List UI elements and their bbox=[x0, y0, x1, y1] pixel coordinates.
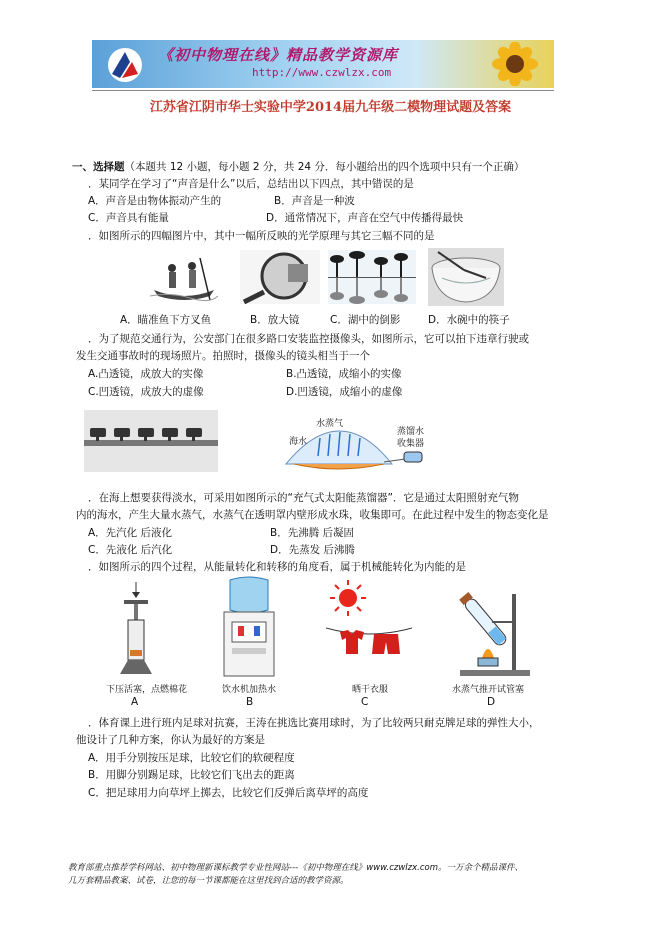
q5-stem: ．如图所示的四个过程，从能量转化和转移的角度看，属于机械能转化为内能的是 bbox=[88, 561, 466, 573]
lake-reflection-image bbox=[328, 250, 416, 304]
header-banner bbox=[92, 40, 554, 88]
still-label-steam: 水蒸气 bbox=[316, 419, 344, 429]
chopstick-bowl-image bbox=[428, 248, 504, 306]
q6-stem-line2: 他设计了几种方案，你认为最好的方案是 bbox=[76, 734, 265, 746]
page-title: 江苏省江阴市华士实验中学2014届九年级二模物理试题及答案 bbox=[149, 100, 512, 115]
banner-title: 《初中物理在线》精品教学资源库 bbox=[158, 46, 399, 64]
q5-caption-b: 饮水机加热水 bbox=[222, 685, 277, 695]
q3-option-a: A.凸透镜，成放大的实像 bbox=[88, 368, 204, 380]
q4-option-c: C．先液化 后汽化 bbox=[88, 544, 173, 556]
magnifier-image bbox=[240, 250, 320, 304]
footer-line-2: 几万套精品教案、试卷，让您的每一节课都能在这里找到合适的教学资源。 bbox=[68, 876, 349, 886]
q2-option-b: B．放大镜 bbox=[250, 314, 300, 326]
q3-option-c: C.凹透镜，成放大的虚像 bbox=[88, 386, 204, 398]
q4-option-a: A．先汽化 后液化 bbox=[88, 527, 173, 539]
q3-stem-line2: 发生交通事故时的现场照片。拍照时，摄像头的镜头相当于一个 bbox=[76, 350, 370, 362]
q2-option-c: C．湖中的倒影 bbox=[330, 314, 401, 326]
q3-option-b: B.凸透镜，成缩小的实像 bbox=[286, 368, 402, 380]
q4-stem-line2: 内的海水，产生大量水蒸气，水蒸气在透明罩内壁形成水珠，收集即可。在此过程中发生的物态变化是 bbox=[76, 509, 549, 521]
drying-clothes-image bbox=[326, 578, 412, 674]
section-label: 一、选择题 bbox=[72, 161, 125, 173]
still-label-collect-1: 蒸馏水 bbox=[397, 427, 425, 437]
fire-piston-image bbox=[114, 582, 158, 678]
q6-option-c: C．把足球用力向草坪上掷去，比较它们反弹后离草坪的高度 bbox=[88, 787, 369, 799]
header-rule bbox=[92, 90, 554, 91]
q1-option-a: A．声音是由物体振动产生的 bbox=[88, 195, 222, 207]
q4-stem-line1: ．在海上想要获得淡水，可采用如图所示的“充气式太阳能蒸馏器”．它是通过太阳照射充气物 bbox=[88, 492, 519, 504]
q6-option-b: B．用脚分别踢足球，比较它们飞出去的距离 bbox=[88, 769, 295, 781]
q1-option-b: B．声音是一种波 bbox=[274, 195, 355, 207]
q6-option-a: A．用手分别按压足球，比较它们的软硬程度 bbox=[88, 752, 295, 764]
spearfishing-image bbox=[150, 252, 218, 304]
q5-label-d: D bbox=[487, 696, 496, 708]
q5-label-b: B bbox=[246, 696, 254, 708]
q1-option-c: C．声音具有能量 bbox=[88, 212, 169, 224]
q4-option-d: D．先蒸发 后沸腾 bbox=[270, 544, 355, 556]
test-tube-steam-image bbox=[452, 574, 536, 678]
traffic-cameras-image bbox=[84, 410, 218, 472]
q5-caption-a: 下压活塞，点燃棉花 bbox=[106, 685, 188, 695]
sunflower-icon bbox=[480, 42, 550, 86]
section-heading bbox=[72, 160, 524, 174]
page-footer bbox=[68, 862, 598, 888]
q2-stem: ．如图所示的四幅图片中，其中一幅所反映的光学原理与其它三幅不同的是 bbox=[88, 230, 435, 242]
q2-option-d: D．水碗中的筷子 bbox=[428, 314, 510, 326]
q5-caption-c: 晒干衣服 bbox=[352, 685, 389, 695]
q5-caption-d: 水蒸气推开试管塞 bbox=[452, 685, 525, 695]
q5-label-c: C bbox=[361, 696, 369, 708]
q3-option-d: D.凹透镜，成缩小的虚像 bbox=[286, 386, 403, 398]
still-label-seawater: 海水 bbox=[289, 437, 308, 447]
q1-option-d: D．通常情况下，声音在空气中传播得最快 bbox=[266, 212, 464, 224]
q6-stem-line1: ．体育课上进行班内足球对抗赛，王涛在挑选比赛用球时，为了比较两只耐克牌足球的弹性大小， bbox=[88, 717, 540, 729]
q3-stem-line1: ．为了规范交通行为，公安部门在很多路口安装监控摄像头，如图所示，它可以拍下违章行驶或 bbox=[88, 333, 529, 345]
q4-option-b: B．先沸腾 后凝固 bbox=[270, 527, 355, 539]
q5-label-a: A bbox=[131, 696, 139, 708]
q1-stem: ．某同学在学习了“声音是什么”以后，总结出以下四点，其中错误的是 bbox=[88, 178, 414, 190]
site-logo-icon bbox=[106, 46, 144, 84]
section-note: （本题共 12 小题，每小题 2 分，共 24 分．每小题给出的四个选项中只有一个正确） bbox=[124, 161, 525, 173]
water-dispenser-image bbox=[220, 574, 278, 678]
q2-option-a: A．瞄准鱼下方叉鱼 bbox=[120, 314, 212, 326]
still-label-collect-2: 收集器 bbox=[397, 439, 425, 449]
footer-line-1: 教育部重点推荐学科网站、初中物理新课标教学专业性网站---《初中物理在线》www.czwlzx.com。一万余个精品课件、 bbox=[68, 863, 524, 873]
banner-url[interactable]: http://www.czwlzx.com bbox=[252, 66, 392, 79]
